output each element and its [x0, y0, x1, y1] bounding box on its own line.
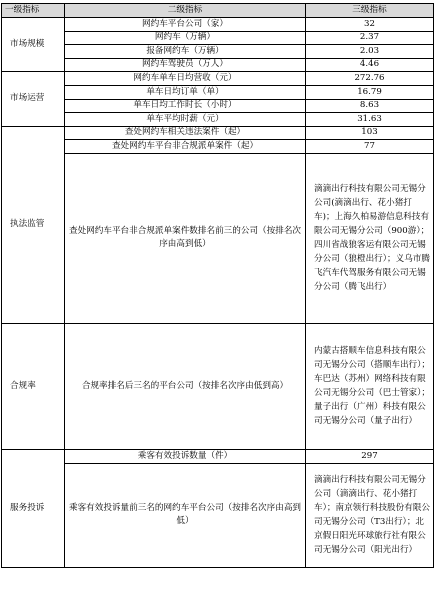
metric-label: 查处网约车相关违法案件（起）	[65, 126, 306, 140]
category-market-scale: 市场规模	[2, 18, 65, 72]
category-service-complaints: 服务投诉	[2, 449, 65, 567]
table-row	[2, 323, 434, 449]
metric-label: 单车日均工作时长（小时）	[65, 99, 306, 113]
metric-value: 滴滴出行科技有限公司无锡分公司(滴滴出行、花小猪打车)；上海久柏易游信息科技有限公司无锡分公司（900游）；四川省战狼客运有限公司无锡分公司（狼橙出行）；义乌市腾飞汽车代驾服务有限公司无锡分公司（腾飞出行）	[306, 153, 434, 323]
metric-value: 2.03	[306, 45, 434, 59]
metric-label: 合规率排名后三名的平台公司（按排名次序由低到高）	[65, 323, 306, 449]
metric-label: 网约车驾驶员（万人）	[65, 58, 306, 72]
metric-label: 单车平均时薪（元）	[65, 113, 306, 127]
header-level3: 三级指标	[306, 4, 434, 18]
metric-label: 单车日均订单（单）	[65, 85, 306, 99]
metric-value: 31.63	[306, 113, 434, 127]
metric-value: 8.63	[306, 99, 434, 113]
metric-value: 103	[306, 126, 434, 140]
metric-label: 乘客有效投诉量前三名的网约车平台公司（按排名次序由高到低）	[65, 463, 306, 567]
table-row	[2, 45, 434, 59]
table-row	[2, 85, 434, 99]
table-row	[2, 99, 434, 113]
metric-value: 272.76	[306, 72, 434, 86]
metric-label: 乘客有效投诉数量（件）	[65, 449, 306, 463]
table-row	[2, 113, 434, 127]
indicator-table-container	[1, 3, 434, 568]
table-row	[2, 153, 434, 323]
metric-label: 查处网约车平台非合规派单案件数排名前三的公司（按排名次序由高到低）	[65, 153, 306, 323]
metric-value: 4.46	[306, 58, 434, 72]
table-row	[2, 463, 434, 567]
header-level2: 二级指标	[65, 4, 306, 18]
metric-value: 滴滴出行科技有限公司无锡分公司（滴滴出行、花小猪打车）；南京领行科技股份有限公司无锡分公司（T3出行）；北京假日阳光环球旅行社有限公司无锡分公司（阳光出行）	[306, 463, 434, 567]
table-header-row	[2, 4, 434, 18]
metric-value: 2.37	[306, 31, 434, 45]
table-row	[2, 449, 434, 463]
category-market-operation: 市场运营	[2, 72, 65, 126]
metric-value: 内蒙古搭顺车信息科技有限公司无锡分公司（搭顺车出行）；车巴达（苏州）网络科技有限公司无锡分公司（巴士管家）；量子出行（广州）科技有限公司无锡分公司（量子出行）	[306, 323, 434, 449]
metric-label: 网约车单车日均营收（元）	[65, 72, 306, 86]
metric-value: 77	[306, 140, 434, 154]
header-level1: 一级指标	[2, 4, 65, 18]
metric-value: 297	[306, 449, 434, 463]
table-row	[2, 58, 434, 72]
metric-label: 网约车（万辆）	[65, 31, 306, 45]
metric-label: 查处网约车平台非合规派单案件（起）	[65, 140, 306, 154]
indicator-table	[1, 3, 434, 568]
metric-value: 16.79	[306, 85, 434, 99]
table-row	[2, 126, 434, 140]
metric-value: 32	[306, 18, 434, 32]
category-compliance: 合规率	[2, 323, 65, 449]
table-row	[2, 140, 434, 154]
table-row	[2, 31, 434, 45]
table-row	[2, 18, 434, 32]
metric-label: 报备网约车（万辆）	[65, 45, 306, 59]
table-row	[2, 72, 434, 86]
metric-label: 网约车平台公司（家）	[65, 18, 306, 32]
category-enforcement: 执法监管	[2, 126, 65, 323]
